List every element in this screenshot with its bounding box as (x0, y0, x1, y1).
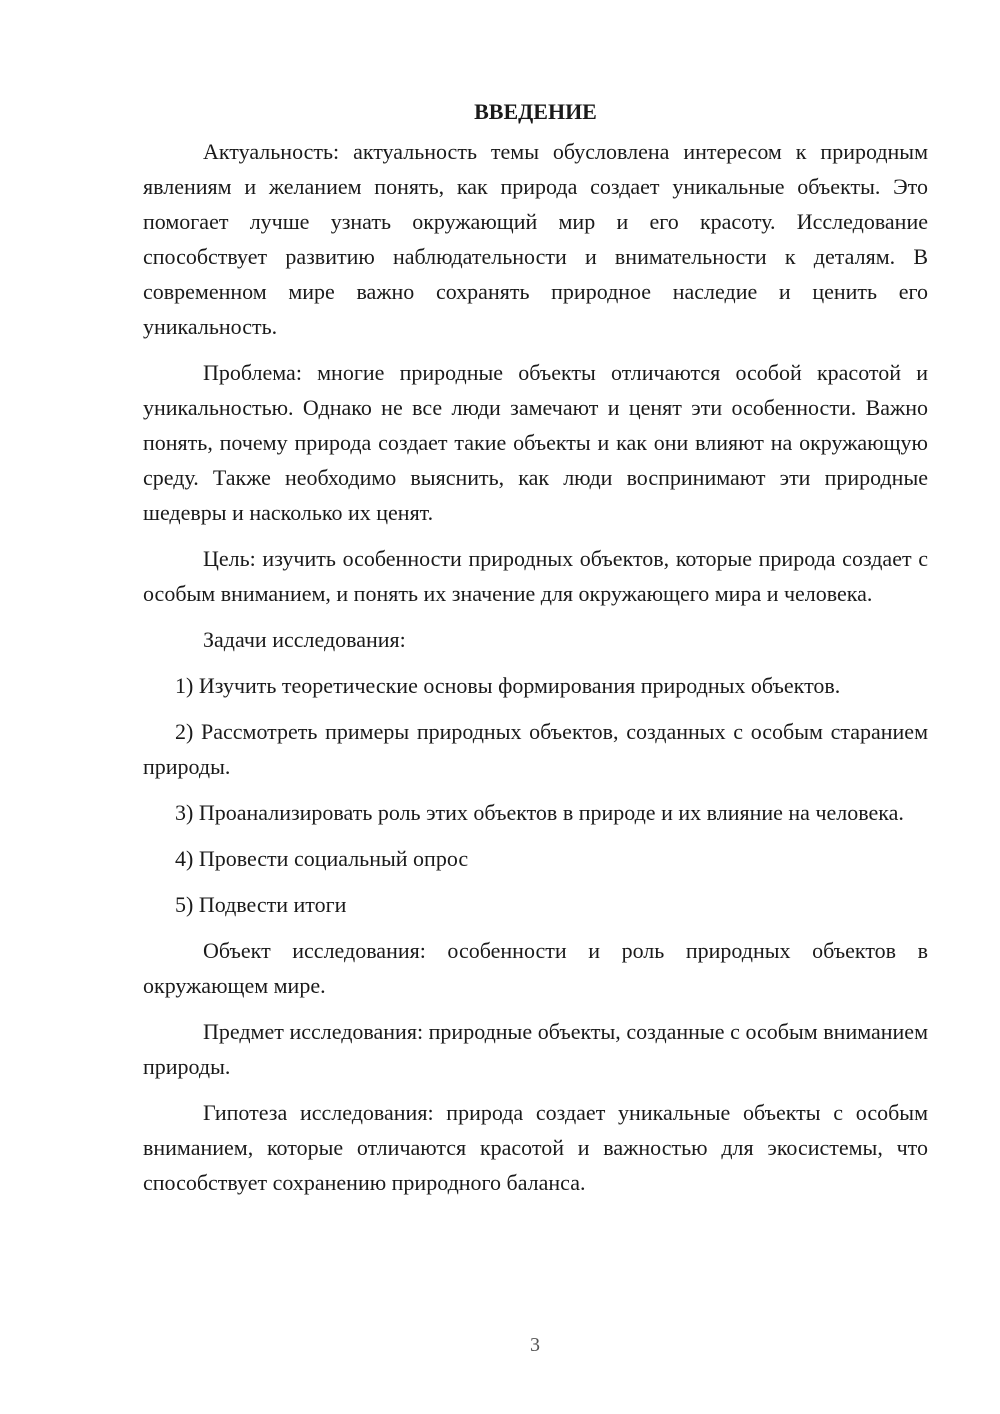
object-paragraph: Объект исследования: особенности и роль природных объектов в окружающем мире. (143, 938, 928, 998)
task-item: 1) Изучить теоретические основы формирования природных объектов. (175, 673, 841, 698)
subject-paragraph: Предмет исследования: природные объекты, созданные с особым вниманием природы. (143, 1019, 928, 1079)
task-item: 2) Рассмотреть примеры природных объектов, созданных с особым старанием природы. (143, 719, 928, 779)
tasks-heading: Задачи исследования: (203, 627, 406, 652)
tasks-list (143, 668, 928, 922)
task-item: 4) Провести социальный опрос (175, 846, 469, 871)
page-title: ВВЕДЕНИЕ (474, 99, 597, 124)
goal-paragraph: Цель: изучить особенности природных объектов, которые природа создает с особым вниманием, и понять их значение для окружающего мира и человека. (143, 546, 928, 606)
task-item: 5) Подвести итоги (175, 892, 347, 917)
page-content (143, 94, 928, 1211)
page-number: 3 (530, 1334, 540, 1356)
task-item: 3) Проанализировать роль этих объектов в природе и их влияние на человека. (175, 800, 904, 825)
problem-paragraph: Проблема: многие природные объекты отличаются особой красотой и уникальностью. Однако не все люди замечают и ценят эти особенности. Важно понять, почему природа создает такие объекты и как они влияют на окружающую среду. Также необходимо выяснить, как люди воспринимают эти природные шедевры и насколько их ценят. (143, 360, 928, 525)
relevance-paragraph: Актуальность: актуальность темы обусловлена интересом к природным явлениям и желанием понять, как природа создает уникальные объекты. Это помогает лучше узнать окружающий мир и его красоту. Исследование способствует развитию наблюдательности и внимательности к деталям. В современном мире важно сохранять природное наследие и ценить его уникальность. (143, 139, 928, 339)
hypothesis-paragraph: Гипотеза исследования: природа создает уникальные объекты с особым вниманием, которые отличаются красотой и важностью для экосистемы, что способствует сохранению природного баланса. (143, 1100, 928, 1195)
